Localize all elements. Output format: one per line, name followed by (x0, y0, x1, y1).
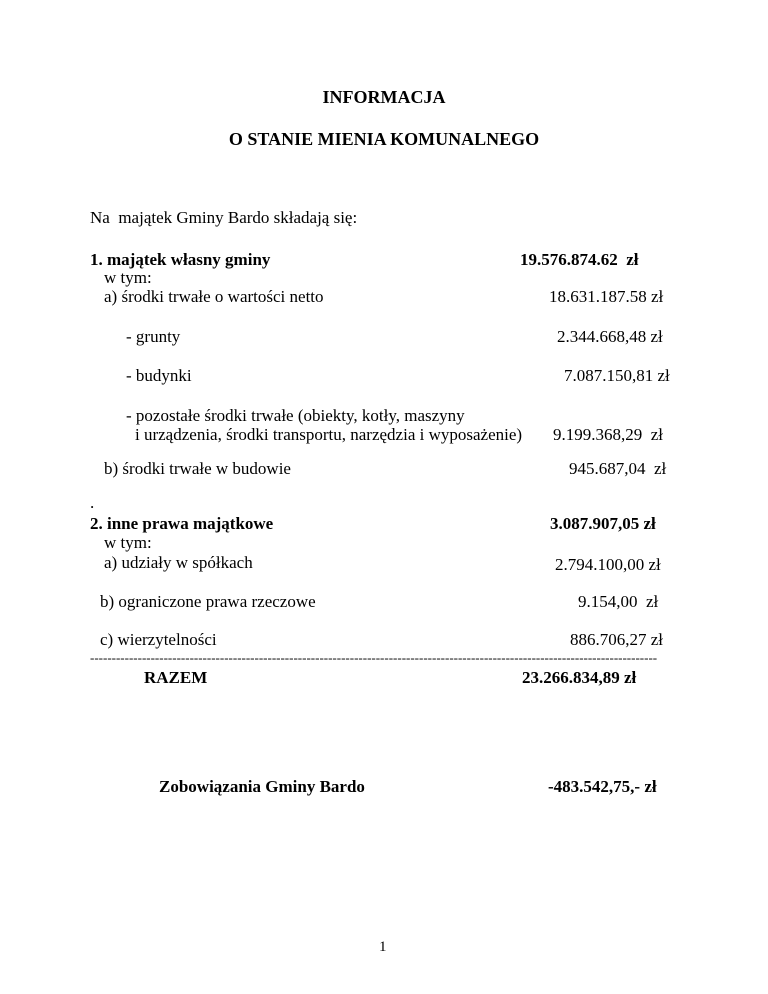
budynki-value: 7.087.150,81 zł (564, 366, 670, 385)
section1-heading: 1. majątek własny gminy (90, 250, 271, 269)
separator-line: ----------------------------------------------------------------------------------------------------------------------------------- (90, 652, 658, 664)
section1-a-label: a) środki trwałe o wartości netto (104, 287, 324, 306)
stray-dot: . (90, 493, 95, 512)
document-subtitle: O STANIE MIENIA KOMUNALNEGO (228, 129, 540, 149)
section2-a-label: a) udziały w spółkach (104, 553, 253, 572)
section2-total: 3.087.907,05 zł (550, 514, 656, 533)
section1-b-label: b) środki trwałe w budowie (104, 459, 291, 478)
grunty-value: 2.344.668,48 zł (557, 327, 663, 346)
budynki-label: - budynki (126, 366, 192, 385)
section1-b-value: 945.687,04 zł (569, 459, 667, 478)
section2-b-value: 9.154,00 zł (578, 592, 659, 611)
grunty-label: - grunty (126, 327, 181, 346)
section1-total: 19.576.874.62 zł (520, 250, 639, 269)
section2-b-label: b) ograniczone prawa rzeczowe (100, 592, 316, 611)
document-title: INFORMACJA (322, 87, 446, 107)
razem-value: 23.266.834,89 zł (522, 668, 637, 687)
pozostale-line2: i urządzenia, środki transportu, narzędzia i wyposażenie) (135, 425, 523, 444)
zobowiazania-value: -483.542,75,- zł (548, 777, 657, 796)
section2-a-value: 2.794.100,00 zł (555, 555, 661, 574)
pozostale-line1: - pozostałe środki trwałe (obiekty, kotły, maszyny (126, 406, 465, 425)
section2-heading: 2. inne prawa majątkowe (90, 514, 274, 533)
razem-label: RAZEM (144, 668, 208, 687)
intro-text: Na majątek Gminy Bardo składają się: (90, 208, 358, 227)
section2-c-label: c) wierzytelności (100, 630, 217, 649)
section2-c-value: 886.706,27 zł (570, 630, 664, 649)
section2-w-tym: w tym: (104, 533, 152, 552)
page-number: 1 (379, 939, 387, 955)
zobowiazania-label: Zobowiązania Gminy Bardo (159, 777, 365, 796)
section1-w-tym: w tym: (104, 268, 152, 287)
section1-a-value: 18.631.187.58 zł (549, 287, 664, 306)
pozostale-value: 9.199.368,29 zł (553, 425, 664, 444)
